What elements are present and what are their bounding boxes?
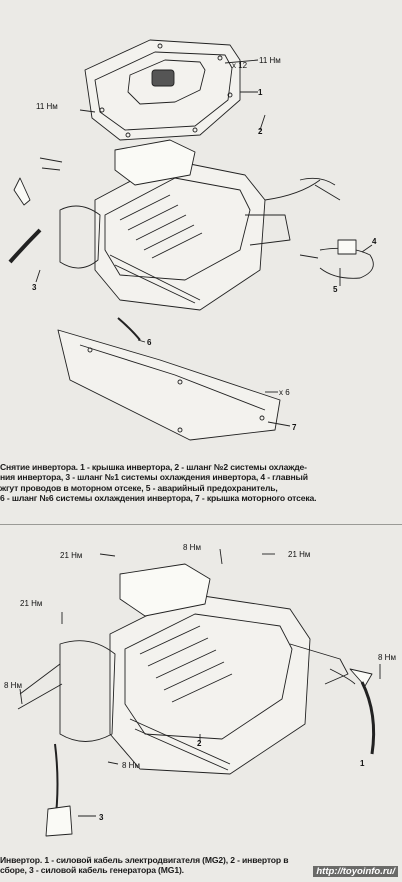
- engine-cover-drawing: [58, 330, 280, 440]
- caption-line: ния инвертора, 3 - шланг №1 системы охлаждения инвертора, 4 - главный: [0, 472, 308, 483]
- inverter-assembly-svg: [0, 534, 402, 856]
- caption-line: 6 - шланг №6 системы охлаждения инвертора, 7 - крышка моторного отсека.: [0, 493, 317, 504]
- inverter-assembly-diagram: [0, 534, 402, 856]
- callout-3: 3: [99, 813, 104, 822]
- torque-label: 11 Нм: [259, 56, 281, 65]
- bolt-count-label: x 6: [279, 388, 290, 397]
- callout-5: 5: [333, 285, 338, 294]
- section-divider: [0, 524, 402, 525]
- torque-label: 8 Нм: [122, 761, 140, 770]
- caption-line: Снятие инвертора. 1 - крышка инвертора, 2 - шланг №2 системы охлажде-: [0, 462, 307, 472]
- hose-6-drawing: [118, 318, 140, 340]
- torque-label: 11 Нм: [36, 102, 58, 111]
- wire-harness-drawing: [300, 178, 373, 278]
- callout-2: 2: [258, 127, 263, 136]
- callout-6: 6: [147, 338, 152, 347]
- inverter-cover-drawing: [85, 40, 240, 140]
- callout-2: 2: [197, 739, 202, 748]
- figure1-caption: [0, 462, 402, 504]
- torque-label: 8 Нм: [183, 543, 201, 552]
- torque-label: 8 Нм: [378, 653, 396, 662]
- caption-line: жгут проводов в моторном отсеке, 5 - аварийный предохранитель,: [0, 482, 278, 493]
- torque-label: 21 Нм: [288, 550, 311, 559]
- callout-1: 1: [258, 88, 263, 97]
- callout-4: 4: [372, 237, 377, 246]
- bolt-count-label: x 12: [232, 61, 248, 70]
- callout-1: 1: [360, 759, 365, 768]
- inverter-assembly-drawing: [18, 564, 374, 836]
- callout-7: 7: [292, 423, 297, 432]
- torque-label: 21 Нм: [60, 551, 83, 560]
- callout-3: 3: [32, 283, 37, 292]
- torque-label: 8 Нм: [4, 681, 22, 690]
- watermark: http://toyoinfo.ru/: [313, 866, 398, 877]
- inverter-body-drawing: [10, 140, 320, 310]
- caption-line: сборе, 3 - силовой кабель генератора (MG1).: [0, 865, 184, 876]
- torque-label: 21 Нм: [20, 599, 43, 608]
- caption-line: Инвертор. 1 - силовой кабель электродвигателя (MG2), 2 - инвертор в: [0, 855, 289, 865]
